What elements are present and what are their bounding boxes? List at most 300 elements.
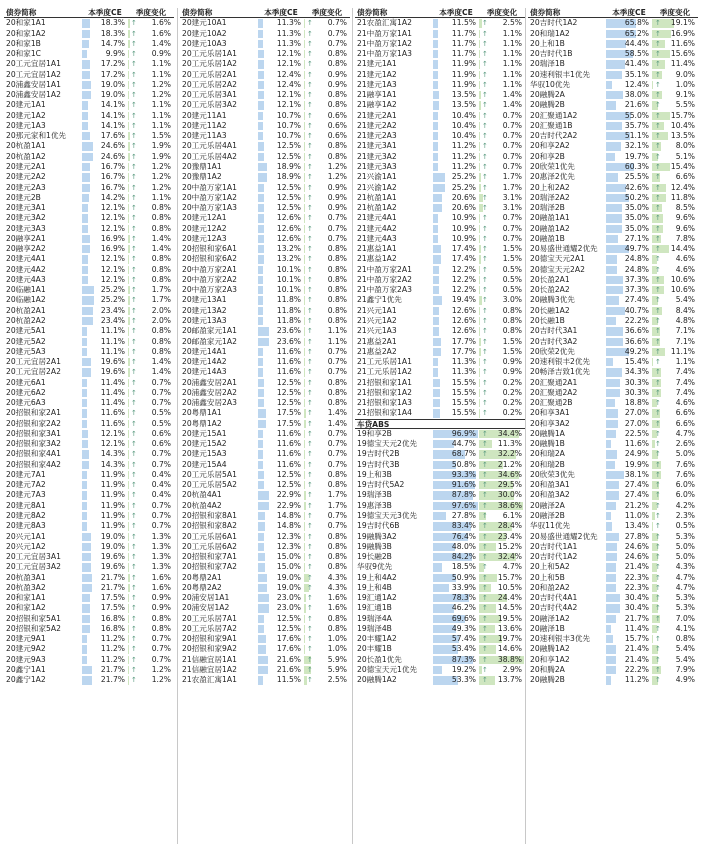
ce-bar [82, 594, 90, 602]
ce-value: 25.2% [100, 295, 125, 305]
ce-cell [606, 326, 652, 336]
change-cell [128, 80, 174, 90]
ce-value: 10.4% [451, 110, 476, 120]
change-bar [128, 676, 129, 684]
change-cell [479, 552, 525, 562]
bond-name: 20招银和家4A1 [6, 449, 61, 459]
change-cell [652, 244, 698, 254]
table-row [180, 183, 350, 193]
bond-name: 20浦安居1A2 [182, 603, 230, 613]
change-value: 0.5% [675, 521, 695, 531]
ce-value: 11.4% [100, 377, 125, 387]
table-row [355, 367, 525, 377]
ce-cell [258, 552, 304, 562]
change-value: 0.7% [151, 644, 171, 654]
table-row [355, 501, 525, 511]
change-value: 11.3% [497, 439, 522, 449]
change-value: 1.4% [151, 38, 171, 48]
table-row [355, 624, 525, 634]
change-value: 1.1% [151, 192, 171, 202]
ce-value: 11.2% [100, 654, 125, 664]
change-cell [304, 480, 350, 490]
ce-value: 15.5% [451, 387, 476, 397]
ce-bar [258, 420, 266, 428]
bond-name: 20建元11A2 [182, 120, 227, 130]
ce-cell [258, 224, 304, 234]
bond-name: 20和享2A2 [530, 141, 570, 151]
ce-bar [258, 594, 269, 602]
up-arrow-icon: ↑ [482, 101, 488, 110]
change-cell [128, 285, 174, 295]
ce-cell [433, 316, 479, 326]
ce-cell [606, 675, 652, 685]
change-cell [128, 408, 174, 418]
bond-name: 20建元15A4 [182, 459, 227, 469]
table-row [180, 449, 350, 459]
up-arrow-icon: ↑ [482, 327, 488, 336]
change-bar [128, 358, 130, 366]
table-row [528, 172, 698, 182]
change-bar [304, 30, 305, 38]
ce-bar [82, 379, 87, 387]
ce-bar [433, 276, 439, 284]
table-row [528, 224, 698, 234]
ce-value: 10.1% [276, 285, 301, 295]
change-bar [128, 666, 129, 674]
bond-name: 20建元11A3 [182, 131, 227, 141]
change-value: 3.0% [502, 295, 522, 305]
ce-value: 22.9% [276, 500, 301, 510]
ce-value: 21.7% [100, 665, 125, 674]
up-arrow-icon: ↑ [655, 553, 661, 562]
bond-name: 20汇聚通2B [530, 398, 573, 408]
ce-bar [433, 122, 438, 130]
bond-name: 21招银和家1A3 [357, 398, 412, 408]
bond-name: 20建元2A1 [6, 161, 46, 171]
up-arrow-icon: ↑ [131, 522, 137, 531]
change-cell [304, 665, 350, 675]
up-arrow-icon: ↑ [131, 358, 137, 367]
table-row [528, 59, 698, 69]
table-row [4, 59, 174, 69]
ce-value: 12.1% [276, 90, 301, 100]
change-value: 7.9% [675, 665, 695, 674]
ce-value: 46.2% [451, 603, 476, 613]
ce-bar [433, 101, 439, 109]
table-row [355, 634, 525, 644]
up-arrow-icon: ↑ [131, 419, 137, 428]
ce-bar [258, 173, 267, 181]
change-bar [128, 112, 129, 120]
bond-name: 20上和5B [530, 572, 565, 582]
ce-value: 97.6% [451, 500, 476, 510]
bond-name: 20浦鑫安居2A3 [182, 398, 237, 408]
ce-value: 23.0% [276, 603, 301, 613]
ce-cell [606, 90, 652, 100]
bond-name: 20工元乐居6A1 [182, 531, 237, 541]
ce-value: 24.6% [100, 151, 125, 161]
up-arrow-icon: ↑ [655, 388, 661, 397]
change-bar [304, 317, 305, 325]
ce-cell [606, 316, 652, 326]
table-row [528, 429, 698, 439]
bond-name: 20融腾2B [530, 100, 565, 110]
change-cell [304, 80, 350, 90]
ce-value: 21.4% [624, 654, 649, 664]
ce-cell [606, 152, 652, 162]
change-cell [479, 398, 525, 408]
header-name: 债券简称 [182, 8, 213, 17]
ce-bar [82, 163, 90, 171]
ce-bar [82, 153, 93, 161]
table-row [355, 306, 525, 316]
ce-cell [258, 521, 304, 531]
table-row [528, 141, 698, 151]
change-cell [128, 59, 174, 69]
table-row [528, 18, 698, 28]
ce-bar [606, 307, 625, 315]
ce-cell [433, 100, 479, 110]
ce-bar [82, 317, 93, 325]
ce-bar [606, 645, 616, 653]
ce-cell [433, 285, 479, 295]
up-arrow-icon: ↑ [482, 676, 488, 685]
change-cell [304, 121, 350, 131]
table-row [355, 162, 525, 172]
change-cell [652, 593, 698, 603]
ce-cell [82, 552, 128, 562]
ce-value: 11.6% [100, 418, 125, 428]
change-value: 32.4% [497, 552, 522, 562]
ce-value: 15.4% [624, 357, 649, 367]
ce-bar [433, 338, 441, 346]
up-arrow-icon: ↑ [131, 296, 137, 305]
change-bar [128, 563, 129, 571]
bond-name: 20融腾2A [530, 90, 565, 100]
up-arrow-icon: ↑ [131, 399, 137, 408]
change-value: 4.3% [327, 572, 347, 582]
ce-value: 37.3% [624, 274, 649, 284]
change-value: 15.4% [670, 161, 695, 171]
change-value: 0.7% [502, 233, 522, 243]
bond-name: 20融享2A1 [6, 233, 46, 243]
ce-bar [258, 19, 263, 27]
bond-name: 20建元3A1 [6, 203, 46, 213]
up-arrow-icon: ↑ [655, 655, 661, 664]
bond-name: 20工元乐居1A1 [182, 49, 237, 59]
bond-name: 21建元1A3 [357, 79, 397, 89]
change-value: 11.6% [670, 38, 695, 48]
bond-name: 20畅泽吉致1优先 [530, 367, 591, 377]
ce-cell [258, 49, 304, 59]
ce-value: 10.7% [276, 110, 301, 120]
ce-value: 11.2% [100, 644, 125, 654]
change-bar [128, 450, 129, 458]
bond-name: 20惠泽2优先 [530, 172, 575, 182]
ce-cell [258, 152, 304, 162]
up-arrow-icon: ↑ [307, 234, 313, 243]
ce-cell [258, 573, 304, 583]
bond-name: 20汇聚通1B [530, 120, 573, 130]
bond-name: 20建元9A1 [6, 634, 46, 644]
up-arrow-icon: ↑ [131, 214, 137, 223]
change-cell [652, 265, 698, 275]
ce-value: 18.5% [451, 562, 476, 572]
change-value: 0.6% [151, 428, 171, 438]
change-cell [652, 378, 698, 388]
change-cell [652, 337, 698, 347]
table-row [528, 573, 698, 583]
ce-bar [433, 142, 438, 150]
ce-value: 19.6% [100, 367, 125, 377]
change-value: 4.6% [675, 254, 695, 264]
ce-bar [82, 358, 91, 366]
ce-bar [433, 409, 440, 417]
change-value: 15.7% [670, 110, 695, 120]
change-bar [128, 615, 129, 623]
up-arrow-icon: ↑ [131, 275, 137, 284]
bond-name: 20吉时代1A2 [530, 18, 578, 28]
bond-name: 20杭盈2A1 [6, 305, 46, 315]
ce-cell [606, 193, 652, 203]
up-arrow-icon: ↑ [482, 193, 488, 202]
table-row [528, 316, 698, 326]
change-value: 1.7% [151, 295, 171, 305]
ce-value: 11.8% [276, 295, 301, 305]
change-cell [652, 665, 698, 675]
table-row [4, 70, 174, 80]
change-cell [128, 295, 174, 305]
table-row [528, 285, 698, 295]
ce-cell [258, 532, 304, 542]
change-bar [128, 173, 129, 181]
ce-cell [606, 480, 652, 490]
ce-cell [606, 265, 652, 275]
ce-value: 10.9% [451, 233, 476, 243]
bond-name: 20建元13A2 [182, 305, 227, 315]
bond-name: 20建元14A3 [182, 367, 227, 377]
table-row [355, 603, 525, 613]
table-row [528, 603, 698, 613]
change-cell [128, 624, 174, 634]
ce-value: 11.0% [624, 511, 649, 521]
ce-bar [258, 50, 264, 58]
change-value: 34.6% [497, 469, 522, 479]
ce-value: 10.4% [451, 120, 476, 130]
table-row [180, 316, 350, 326]
change-cell [304, 70, 350, 80]
bond-name: 20工元乐居3A1 [182, 90, 237, 100]
bond-name: 20兴元1A2 [6, 541, 46, 551]
up-arrow-icon: ↑ [307, 501, 313, 510]
change-cell [652, 634, 698, 644]
bond-name: 21中盈万家1A2 [357, 38, 412, 48]
change-value: 1.5% [502, 254, 522, 264]
change-cell [304, 39, 350, 49]
ce-value: 19.7% [624, 151, 649, 161]
ce-cell [258, 183, 304, 193]
change-cell [479, 573, 525, 583]
table-row [355, 388, 525, 398]
change-value: 1.1% [502, 69, 522, 79]
ce-bar [433, 358, 438, 366]
up-arrow-icon: ↑ [131, 337, 137, 346]
change-value: 23.4% [497, 531, 522, 541]
table-row [4, 306, 174, 316]
up-arrow-icon: ↑ [307, 101, 313, 110]
ce-cell [82, 675, 128, 685]
bond-name: 20建元11A1 [182, 110, 227, 120]
change-bar [304, 358, 305, 366]
change-value: 4.6% [675, 264, 695, 274]
ce-bar [606, 296, 619, 304]
ce-bar [433, 19, 438, 27]
ce-value: 78.3% [451, 593, 476, 603]
ce-cell [258, 326, 304, 336]
change-bar [128, 60, 129, 68]
ce-value: 17.5% [100, 593, 125, 603]
ce-bar [606, 553, 617, 561]
change-cell [479, 470, 525, 480]
table-row [4, 254, 174, 264]
ce-value: 19.6% [100, 357, 125, 367]
change-cell [479, 603, 525, 613]
change-value: 0.7% [502, 110, 522, 120]
ce-bar [258, 502, 269, 510]
change-value: 0.7% [151, 377, 171, 387]
ce-bar [82, 327, 87, 335]
change-cell [652, 439, 698, 449]
table-row [4, 49, 174, 59]
ce-value: 27.4% [624, 295, 649, 305]
ce-value: 24.8% [624, 264, 649, 274]
change-cell [652, 655, 698, 665]
change-value: 2.5% [502, 18, 522, 28]
ce-value: 12.6% [451, 305, 476, 315]
change-value: 5.5% [675, 100, 695, 110]
table-row [528, 183, 698, 193]
bond-name: 20速利银丰1优先 [530, 69, 591, 79]
change-bar [304, 19, 305, 27]
change-value: 0.8% [327, 285, 347, 295]
change-value: 1.1% [151, 110, 171, 120]
ce-bar [433, 81, 438, 89]
ce-value: 65.2% [624, 28, 649, 38]
ce-bar [82, 533, 91, 541]
change-value: 1.1% [151, 69, 171, 79]
change-bar [128, 19, 130, 27]
bond-name: 20中盈万家2A2 [182, 274, 237, 284]
bond-name: 20长盈1优先 [357, 654, 402, 664]
up-arrow-icon: ↑ [307, 204, 313, 213]
change-cell [128, 39, 174, 49]
ce-bar [606, 481, 619, 489]
ce-cell [606, 388, 652, 398]
bond-name: 21建元3A2 [357, 151, 397, 161]
change-value: 4.7% [675, 582, 695, 592]
change-value: 0.9% [327, 182, 347, 192]
ce-value: 30.3% [624, 387, 649, 397]
change-value: 0.8% [327, 398, 347, 408]
change-bar [304, 50, 305, 58]
table-row [4, 152, 174, 162]
bond-name: 20建元5A2 [6, 336, 46, 346]
ce-value: 27.1% [624, 233, 649, 243]
ce-cell [433, 367, 479, 377]
up-arrow-icon: ↑ [307, 470, 313, 479]
ce-value: 12.3% [276, 541, 301, 551]
ce-bar [433, 60, 438, 68]
change-cell [479, 152, 525, 162]
change-value: 8.5% [675, 203, 695, 213]
change-bar [128, 163, 129, 171]
change-bar [479, 163, 480, 171]
change-value: 0.8% [327, 151, 347, 161]
ce-cell [82, 70, 128, 80]
table-row [355, 316, 525, 326]
ce-value: 12.5% [276, 613, 301, 623]
table-row [355, 29, 525, 39]
ce-value: 60.3% [624, 161, 649, 171]
change-value: 0.8% [327, 552, 347, 562]
table-row [180, 90, 350, 100]
up-arrow-icon: ↑ [655, 594, 661, 603]
ce-value: 91.6% [451, 480, 476, 490]
ce-cell [606, 162, 652, 172]
ce-bar [606, 430, 616, 438]
ce-value: 19.0% [276, 582, 301, 592]
up-arrow-icon: ↑ [307, 460, 313, 469]
ce-bar [258, 286, 263, 294]
ce-bar [606, 142, 621, 150]
table-row [528, 398, 698, 408]
bond-name: 19吉时代5A2 [357, 480, 405, 490]
table-row [528, 90, 698, 100]
ce-cell [606, 244, 652, 254]
table-row [4, 234, 174, 244]
ce-value: 12.5% [276, 398, 301, 408]
table-row [355, 347, 525, 357]
up-arrow-icon: ↑ [655, 378, 661, 387]
change-value: 6.6% [675, 408, 695, 418]
ce-bar [258, 656, 268, 664]
up-arrow-icon: ↑ [482, 296, 488, 305]
change-value: 0.7% [327, 511, 347, 521]
table-row [180, 367, 350, 377]
up-arrow-icon: ↑ [655, 460, 661, 469]
table-row [355, 583, 525, 593]
table-row [4, 655, 174, 665]
ce-cell [433, 80, 479, 90]
table-row [355, 49, 525, 59]
up-arrow-icon: ↑ [482, 337, 488, 346]
change-value: 0.9% [327, 69, 347, 79]
ce-value: 11.9% [100, 469, 125, 479]
ce-cell [258, 254, 304, 264]
ce-bar [258, 235, 264, 243]
table-column-1 [4, 8, 174, 686]
change-value: 1.2% [151, 79, 171, 89]
change-cell [652, 521, 698, 531]
change-bar [304, 142, 305, 150]
change-value: 0.8% [327, 469, 347, 479]
ce-value: 12.6% [276, 223, 301, 233]
ce-value: 13.5% [451, 90, 476, 100]
bond-name: 21建元3A1 [357, 141, 397, 151]
ce-cell [82, 111, 128, 121]
change-bar [128, 348, 129, 356]
change-cell [128, 183, 174, 193]
